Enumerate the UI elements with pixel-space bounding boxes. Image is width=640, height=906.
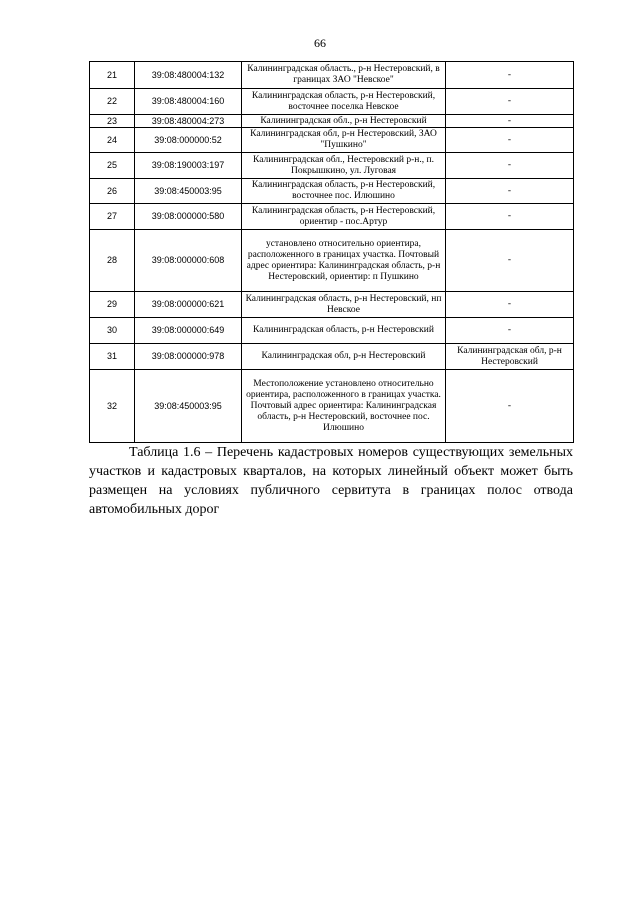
location-cell: Калининградская обл, р-н Нестеровский xyxy=(242,344,446,370)
row-number: 27 xyxy=(90,204,135,230)
row-number: 28 xyxy=(90,230,135,292)
cadastral-number: 39:08:190003:197 xyxy=(135,153,242,179)
table-row xyxy=(90,204,574,230)
cadastral-number: 39:08:000000:621 xyxy=(135,292,242,318)
note-cell: - xyxy=(446,179,574,204)
cadastral-number: 39:08:000000:608 xyxy=(135,230,242,292)
table-row xyxy=(90,179,574,204)
table-row xyxy=(90,344,574,370)
cadastral-number: 39:08:000000:52 xyxy=(135,128,242,153)
note-cell: - xyxy=(446,370,574,443)
location-cell: Калининградская область, р-н Нестеровский, восточнее поселка Невское xyxy=(242,89,446,115)
note-cell: - xyxy=(446,153,574,179)
row-number: 32 xyxy=(90,370,135,443)
location-cell: Калининградская область, р-н Нестеровский, восточнее пос. Илюшино xyxy=(242,179,446,204)
location-cell: Местоположение установлено относительно ориентира, расположенного в границах участка. Почтовый адрес ориентира: Калининградская область, р-н Нестеровский, восточнее пос. Илюшино xyxy=(242,370,446,443)
note-cell: Калининградская обл, р-н Нестеровский xyxy=(446,344,574,370)
table-row xyxy=(90,128,574,153)
location-cell: Калининградская обл, р-н Нестеровский, ЗАО "Пушкино" xyxy=(242,128,446,153)
cadastral-number: 39:08:450003:95 xyxy=(135,179,242,204)
row-number: 25 xyxy=(90,153,135,179)
table-row xyxy=(90,89,574,115)
row-number: 31 xyxy=(90,344,135,370)
note-cell: - xyxy=(446,292,574,318)
row-number: 26 xyxy=(90,179,135,204)
table-row xyxy=(90,292,574,318)
row-number: 23 xyxy=(90,115,135,128)
row-number: 21 xyxy=(90,62,135,89)
row-number: 30 xyxy=(90,318,135,344)
table-row xyxy=(90,370,574,443)
note-cell: - xyxy=(446,89,574,115)
cadastral-number: 39:08:000000:580 xyxy=(135,204,242,230)
table-row xyxy=(90,153,574,179)
note-cell: - xyxy=(446,115,574,128)
note-cell: - xyxy=(446,62,574,89)
table-row xyxy=(90,318,574,344)
cadastral-number: 39:08:000000:978 xyxy=(135,344,242,370)
location-cell: установлено относительно ориентира, расположенного в границах участка. Почтовый адрес ориентира: Калининградская область, р-н Нестеровский, ориентир: п Пушкино xyxy=(242,230,446,292)
location-cell: Калининградская область, р-н Нестеровский xyxy=(242,318,446,344)
note-cell: - xyxy=(446,128,574,153)
note-cell: - xyxy=(446,318,574,344)
row-number: 22 xyxy=(90,89,135,115)
location-cell: Калининградская область, р-н Нестеровский, ориентир - пос.Артур xyxy=(242,204,446,230)
location-cell: Калининградская область., р-н Нестеровский, в границах ЗАО "Невское" xyxy=(242,62,446,89)
note-cell: - xyxy=(446,230,574,292)
table-row xyxy=(90,230,574,292)
cadastral-number: 39:08:000000:649 xyxy=(135,318,242,344)
table-row xyxy=(90,62,574,89)
location-cell: Калининградская обл., р-н Нестеровский xyxy=(242,115,446,128)
table-caption: Таблица 1.6 – Перечень кадастровых номеров существующих земельных участков и кадастровых кварталов, на которых линейный объект может быть размещен на условиях публичного сервитута в границах полос отвода автомобильных дорог xyxy=(89,445,573,517)
row-number: 29 xyxy=(90,292,135,318)
location-cell: Калининградская обл., Нестеровский р-н., п. Покрышкино, ул. Луговая xyxy=(242,153,446,179)
row-number: 24 xyxy=(90,128,135,153)
cadastral-number: 39:08:480004:160 xyxy=(135,89,242,115)
cadastral-number: 39:08:480004:132 xyxy=(135,62,242,89)
page-number: 66 xyxy=(314,36,326,50)
cadastral-number: 39:08:450003:95 xyxy=(135,370,242,443)
note-cell: - xyxy=(446,204,574,230)
table-row xyxy=(90,115,574,128)
cadastral-table xyxy=(89,61,574,443)
location-cell: Калининградская область, р-н Нестеровский, нп Невское xyxy=(242,292,446,318)
cadastral-number: 39:08:480004:273 xyxy=(135,115,242,128)
